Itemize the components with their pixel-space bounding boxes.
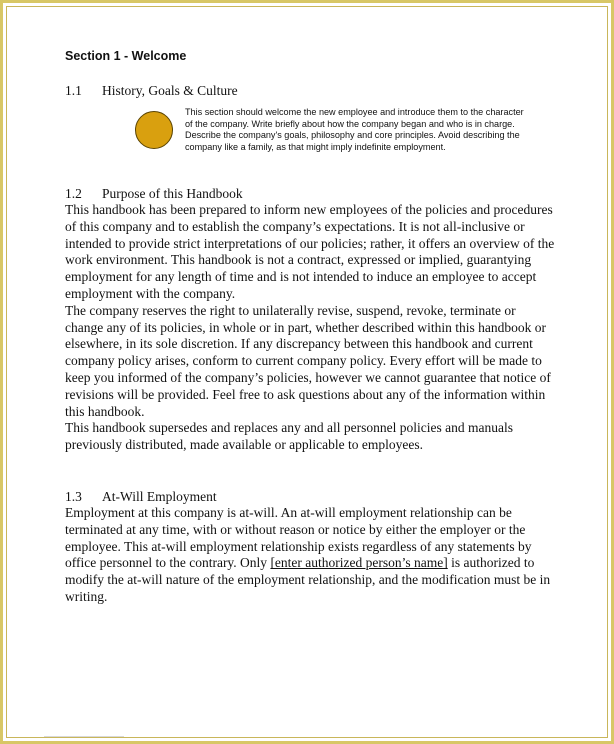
instruction-note — [65, 107, 555, 185]
subsection-number: 1.3 — [65, 488, 82, 504]
paragraph-purpose: This handbook has been prepared to inform new employees of the policies and procedures of this company and to establish the company’s expectations. It is not all-inclusive or intended to provide strict interpretations of our policies; rather, it offers an overview of the work environment. This handbook is not a contract, expressed or implied, guarantying employment for any length of time and is not intended to induce an employee to accept employment with the company. — [65, 202, 555, 301]
paragraph-text: is authorized to modify the at-will nature of the employment relationship, and the modification must be in writing. — [65, 555, 551, 604]
instruction-note-text: This section should welcome the new employee and introduce them to the character of the company. Write briefly about how the company began and who is in charge. Describe the company's goals, philosophy and core principles. Avoid describing the company like a family, as that might imply indefinite employment. — [185, 107, 524, 152]
paragraph-policy-changes: The company reserves the right to unilaterally revise, suspend, revoke, terminate or change any of its policies, in whole or in part, whether described within this handbook or elsewhere, in its sole discretion. If any discrepancy between this handbook and current company policy arises, conform to current company policy. Every effort will be made to keep you informed of the company’s policies, however we cannot guarantee that notice of revisions will be provided. Feel free to ask questions about any of the information within this handbook. — [65, 302, 551, 419]
subsection-title: History, Goals & Culture — [102, 83, 238, 98]
section-title: Section 1 - Welcome — [65, 49, 187, 63]
paragraph-text: Employment at this company is at-will. An at-will employment relationship can be terminated at any time, with or without reason or notice by either the employer or the employee. This at-will employment relationship exists regardless of any statements by office personnel to the contrary. Only — [65, 504, 532, 571]
subsection-number: 1.2 — [65, 186, 82, 201]
paragraph-supersedes: This handbook supersedes and replaces any and all personnel policies and manuals previously distributed, made available or applicable to employees. — [65, 420, 513, 453]
subsection-1-3-heading — [65, 488, 555, 505]
subsection-title: At-Will Employment — [102, 488, 217, 504]
subsection-number: 1.1 — [65, 83, 82, 98]
subsection-title: Purpose of this Handbook — [102, 186, 243, 201]
footer-divider — [44, 736, 124, 737]
document-page — [65, 48, 555, 606]
subsection-1-2-heading — [65, 185, 555, 202]
authorized-person-placeholder: [enter authorized person’s name] — [270, 555, 448, 571]
circle-icon — [135, 111, 173, 149]
paragraph-at-will — [65, 505, 555, 606]
subsection-1-1-heading — [65, 82, 555, 99]
